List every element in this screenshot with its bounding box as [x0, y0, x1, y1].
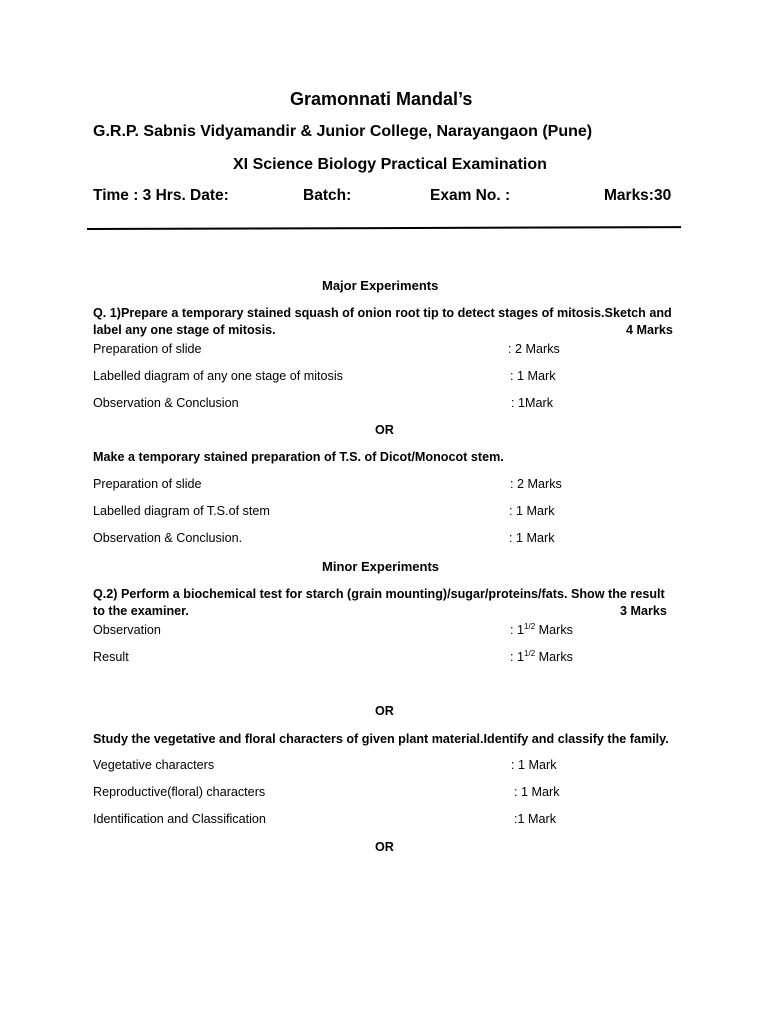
q1-marks: 4 Marks [626, 323, 673, 337]
alt-major-row-label: Preparation of slide [93, 477, 202, 491]
alt-minor-row-label: Reproductive(floral) characters [93, 785, 266, 799]
or-separator: OR [375, 704, 394, 718]
alt-major-row-label: Observation & Conclusion. [93, 531, 243, 545]
minor-experiments-title: Minor Experiments [322, 559, 440, 574]
q2-marks: 3 Marks [620, 604, 667, 618]
q2-row-value: : $1^{1/2}$ Marks [510, 648, 573, 664]
alt-major-question: Make a temporary stained preparation of T.S. of Dicot/Monocot stem. [93, 450, 504, 464]
alt-minor-row-value: : 1 Mark [511, 758, 557, 772]
q2-text-line1: Q.2) Perform a biochemical test for starch (grain mounting)/sugar/proteins/fats. Show the result [93, 587, 665, 601]
q1-row-value: : 1Mark [511, 396, 553, 410]
batch-label: Batch: [303, 187, 352, 204]
q2-row-value: : $1^{1/2}$ Marks [510, 621, 573, 637]
q1-row-label: Labelled diagram of any one stage of mitosis [93, 369, 343, 383]
org-name: Gramonnati Mandal’s [290, 89, 473, 109]
alt-major-row-label: Labelled diagram of T.S.of stem [93, 504, 270, 518]
total-marks: Marks:30 [604, 187, 672, 204]
q1-text-line2: label any one stage of mitosis. [93, 323, 276, 337]
alt-major-row-value: : 2 Marks [510, 477, 562, 491]
alt-minor-row-label: Identification and Classification [93, 812, 266, 826]
alt-major-row-value: : 1 Mark [509, 504, 555, 518]
or-separator: OR [375, 840, 394, 854]
exam-title: XI Science Biology Practical Examination [233, 156, 547, 173]
q1-row-label: Observation & Conclusion [93, 396, 239, 410]
school-name: G.R.P. Sabnis Vidyamandir & Junior College, Narayangaon (Pune) [93, 123, 593, 140]
q2-row-label: Result [93, 650, 129, 664]
alt-major-row-value: : 1 Mark [509, 531, 555, 545]
alt-minor-row-value: : 1 Mark [514, 785, 560, 799]
q2-row-label: Observation [93, 623, 161, 637]
alt-minor-row-value: :1 Mark [514, 812, 556, 826]
q1-row-value: : 2 Marks [508, 342, 560, 356]
header-divider [87, 226, 681, 230]
alt-minor-question: Study the vegetative and floral characters of given plant material.Identify and classify the family. [93, 732, 669, 746]
time-date-label: Time : 3 Hrs. Date: [93, 187, 229, 204]
q1-row-label: Preparation of slide [93, 342, 202, 356]
q1-row-value: : 1 Mark [510, 369, 556, 383]
alt-minor-row-label: Vegetative characters [93, 758, 215, 772]
q1-text-line1: Q. 1)Prepare a temporary stained squash of onion root tip to detect stages of mitosis.Sketch and [93, 306, 672, 320]
or-separator: OR [375, 423, 394, 437]
q2-text-line2: to the examiner. [93, 604, 189, 618]
major-experiments-title: Major Experiments [322, 278, 439, 293]
exam-no-label: Exam No. : [430, 187, 511, 204]
